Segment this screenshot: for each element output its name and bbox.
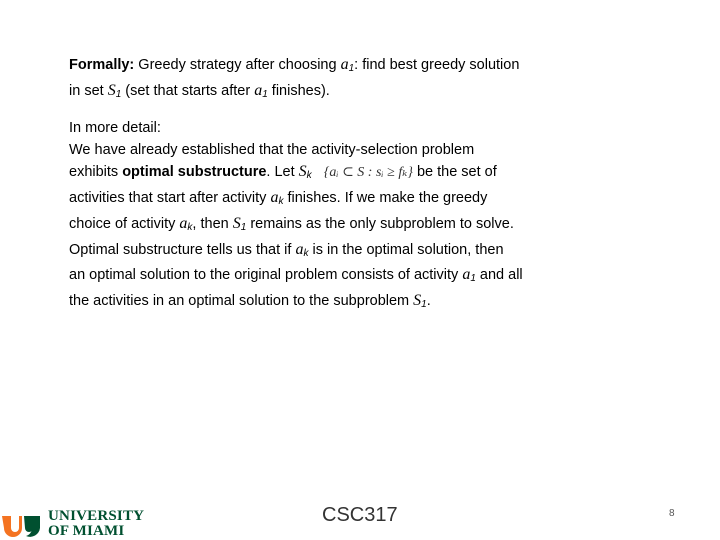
text: , then (192, 215, 233, 232)
math-s: S (232, 214, 241, 232)
math-subscript: k (278, 196, 284, 208)
text: be the set of (412, 164, 497, 181)
formally-label: Formally: (69, 57, 135, 73)
formal-statement (69, 54, 609, 105)
math-subscript: k (306, 170, 312, 182)
logo-line-1: UNIVERSITY (48, 508, 145, 524)
detail-line-3 (69, 187, 609, 213)
text: the activities in an optimal solution to the subproblem (69, 292, 414, 309)
math-s: S (298, 163, 307, 181)
detail-line-1: We have already established that the activity-selection problem (69, 141, 475, 158)
text: finishes). (267, 82, 330, 99)
math-s: S (413, 291, 422, 309)
math-subscript: 1 (115, 88, 122, 100)
detail-line-7 (69, 290, 609, 316)
detail-line-2 (69, 161, 609, 187)
math-subscript: 1 (348, 63, 355, 74)
detail-paragraph (69, 118, 609, 316)
math-subscript: 1 (262, 88, 268, 100)
set-definition: {aᵢ ⊂ S : sᵢ ≥ fₖ} (323, 165, 413, 181)
detail-line-5 (69, 239, 609, 265)
detail-line-4 (69, 213, 609, 239)
text: choice of activity (69, 215, 180, 232)
math-a: a (179, 214, 188, 232)
math-a: a (254, 81, 263, 99)
text: activities that start after activity (69, 190, 271, 207)
text: an optimal solution to the original problem consists of activity (69, 267, 463, 284)
text: exhibits (69, 164, 123, 181)
text: (set that starts after (121, 82, 255, 99)
page-number: 8 (669, 508, 675, 519)
math-subscript: 1 (470, 273, 476, 285)
text: . Let (266, 164, 299, 181)
math-s: S (107, 81, 116, 99)
math-subscript: k (303, 247, 309, 259)
math-subscript: k (187, 221, 193, 233)
text: is in the optimal solution, then (308, 241, 504, 258)
u-logo-icon (2, 512, 44, 540)
math-a: a (340, 56, 349, 73)
detail-line-6 (69, 264, 609, 290)
text: : find best greedy solution (354, 57, 520, 73)
text: and all (475, 267, 523, 284)
text: remains as the only subproblem to solve. (246, 215, 514, 232)
detail-heading: In more detail: (69, 120, 161, 136)
logo-wordmark (48, 509, 144, 539)
math-a: a (295, 240, 304, 258)
formal-line-2 (69, 80, 609, 106)
math-subscript: 1 (240, 221, 247, 233)
optimal-substructure-term: optimal substructure (122, 164, 267, 181)
text: in set (69, 82, 108, 99)
math-subscript: 1 (421, 298, 427, 310)
formal-line-1 (69, 54, 609, 80)
logo-line-2: OF MIAMI (48, 523, 125, 539)
text: Greedy strategy after choosing (134, 57, 341, 73)
course-code: CSC317 (322, 504, 398, 526)
university-of-miami-logo (0, 508, 160, 540)
text: . (426, 292, 431, 309)
math-a: a (270, 189, 279, 207)
math-a: a (462, 266, 471, 284)
text: Optimal substructure tells us that if (69, 241, 296, 258)
text: finishes. If we make the greedy (283, 190, 488, 207)
